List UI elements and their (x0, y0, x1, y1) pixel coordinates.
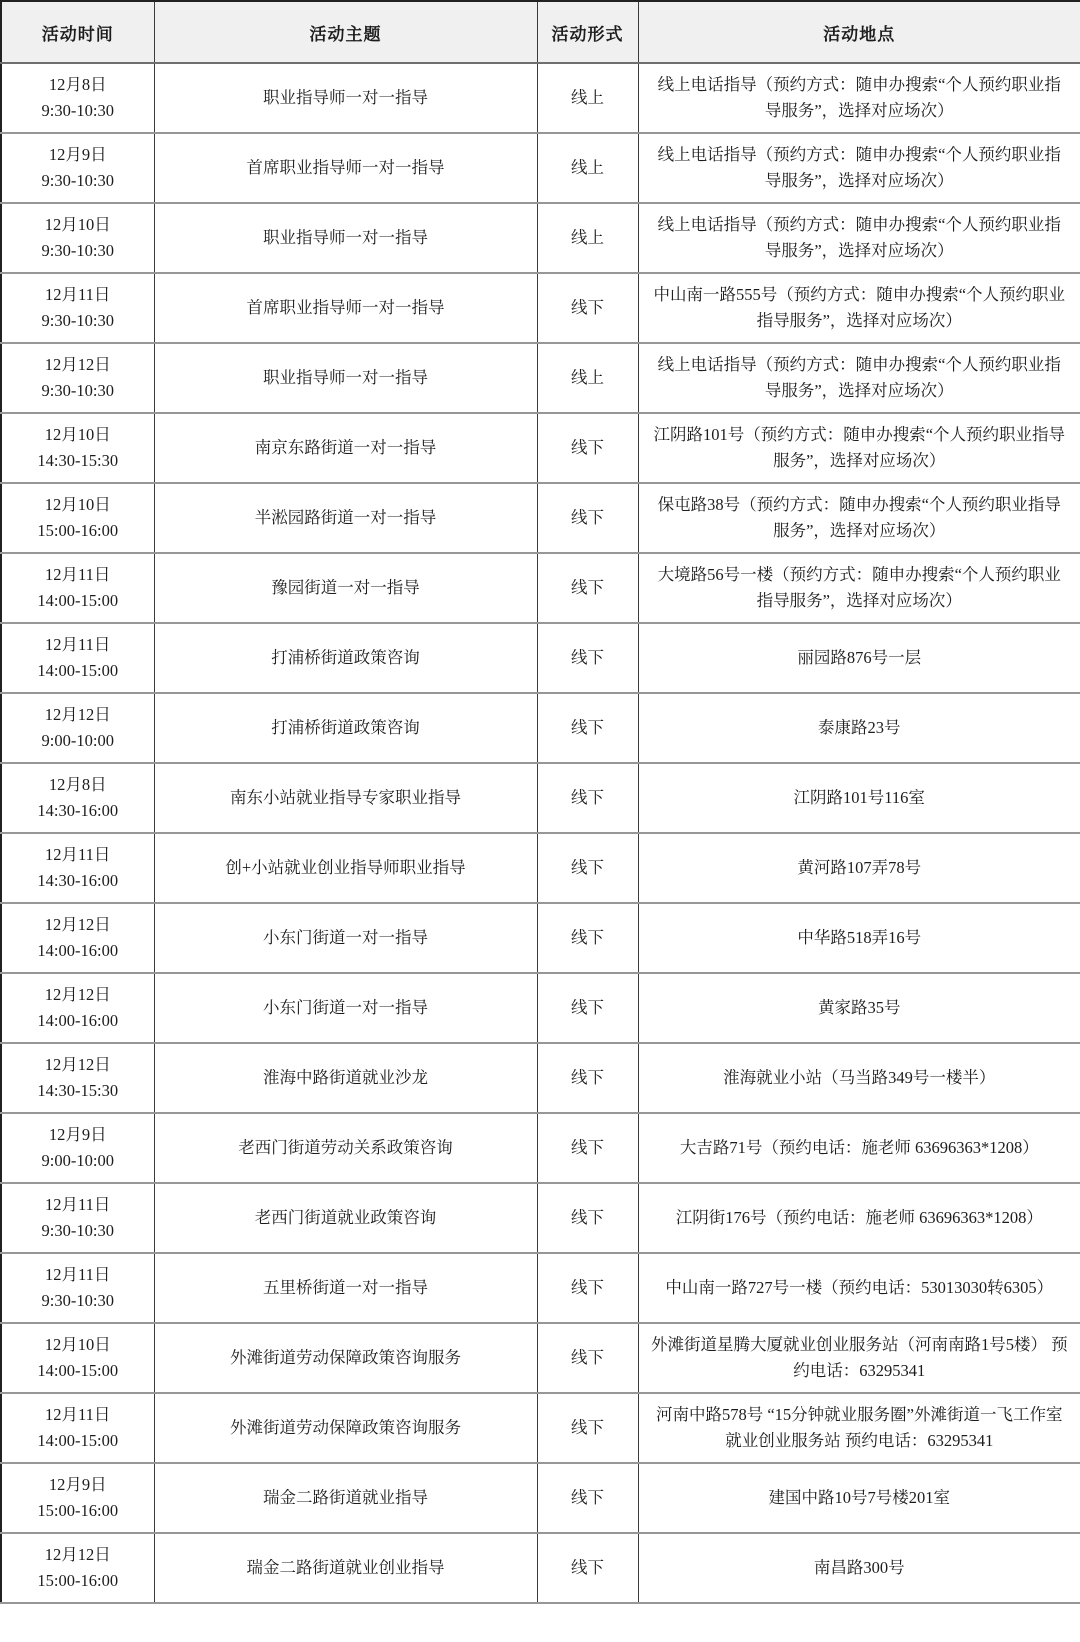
time-cell (1, 343, 154, 413)
theme-cell: 淮海中路街道就业沙龙 (154, 1043, 537, 1113)
time-cell (1, 273, 154, 343)
table-row (1, 763, 1080, 833)
form-cell: 线下 (537, 1043, 638, 1113)
time-range-text: 14:30-15:30 (37, 1081, 119, 1100)
theme-cell: 小东门街道一对一指导 (154, 903, 537, 973)
time-range-text: 15:00-16:00 (37, 521, 119, 540)
theme-cell: 打浦桥街道政策咨询 (154, 693, 537, 763)
form-cell: 线下 (537, 1463, 638, 1533)
time-range-text: 9:30-10:30 (41, 381, 114, 400)
table-row (1, 1043, 1080, 1113)
table-header (1, 1, 1080, 63)
time-range-text: 14:00-16:00 (37, 941, 119, 960)
theme-cell: 南京东路街道一对一指导 (154, 413, 537, 483)
table-row (1, 203, 1080, 273)
form-cell: 线下 (537, 1533, 638, 1603)
time-cell (1, 693, 154, 763)
time-range-text: 9:30-10:30 (41, 241, 114, 260)
location-cell: 南昌路300号 (638, 1533, 1080, 1603)
location-cell: 大吉路71号（预约电话：施老师 63696363*1208） (638, 1113, 1080, 1183)
form-cell: 线下 (537, 973, 638, 1043)
theme-cell: 瑞金二路街道就业创业指导 (154, 1533, 537, 1603)
location-cell: 中华路518弄16号 (638, 903, 1080, 973)
time-cell (1, 1463, 154, 1533)
time-cell (1, 203, 154, 273)
date-text: 12月8日 (48, 75, 107, 95)
column-header-theme: 活动主题 (154, 1, 537, 63)
table-row (1, 973, 1080, 1043)
form-cell: 线下 (537, 1253, 638, 1323)
location-cell: 线上电话指导（预约方式：随申办搜索“个人预约职业指导服务”，选择对应场次） (638, 133, 1080, 203)
date-text: 12月12日 (44, 915, 111, 935)
date-text: 12月10日 (44, 495, 111, 515)
location-cell: 泰康路23号 (638, 693, 1080, 763)
time-cell (1, 1253, 154, 1323)
location-cell: 河南中路578号 “15分钟就业服务圈”外滩街道一飞工作室就业创业服务站 预约电话：63295341 (638, 1393, 1080, 1463)
table-row (1, 1393, 1080, 1463)
theme-cell: 老西门街道就业政策咨询 (154, 1183, 537, 1253)
time-range-text: 15:00-16:00 (37, 1501, 119, 1520)
table-row (1, 1323, 1080, 1393)
theme-cell: 老西门街道劳动关系政策咨询 (154, 1113, 537, 1183)
time-cell (1, 1113, 154, 1183)
time-cell (1, 1183, 154, 1253)
date-text: 12月11日 (45, 565, 111, 585)
form-cell: 线下 (537, 1113, 638, 1183)
table-row (1, 693, 1080, 763)
date-text: 12月11日 (45, 635, 111, 655)
location-cell: 线上电话指导（预约方式：随申办搜索“个人预约职业指导服务”，选择对应场次） (638, 343, 1080, 413)
table-row (1, 483, 1080, 553)
table-row (1, 1463, 1080, 1533)
time-range-text: 14:00-15:00 (37, 661, 119, 680)
time-range-text: 14:00-15:00 (37, 1361, 119, 1380)
date-text: 12月9日 (48, 145, 107, 165)
theme-cell: 南东小站就业指导专家职业指导 (154, 763, 537, 833)
time-range-text: 14:30-16:00 (37, 871, 119, 890)
theme-cell: 职业指导师一对一指导 (154, 343, 537, 413)
location-cell: 线上电话指导（预约方式：随申办搜索“个人预约职业指导服务”，选择对应场次） (638, 63, 1080, 133)
column-header-form: 活动形式 (537, 1, 638, 63)
form-cell: 线上 (537, 203, 638, 273)
table-row (1, 553, 1080, 623)
time-cell (1, 1393, 154, 1463)
time-cell (1, 483, 154, 553)
theme-cell: 创+小站就业创业指导师职业指导 (154, 833, 537, 903)
form-cell: 线下 (537, 763, 638, 833)
date-text: 12月10日 (44, 425, 111, 445)
form-cell: 线上 (537, 133, 638, 203)
time-range-text: 15:00-16:00 (37, 1571, 119, 1590)
location-cell: 外滩街道星腾大厦就业创业服务站（河南南路1号5楼） 预约电话：63295341 (638, 1323, 1080, 1393)
time-cell (1, 1323, 154, 1393)
theme-cell: 首席职业指导师一对一指导 (154, 273, 537, 343)
form-cell: 线下 (537, 553, 638, 623)
location-cell: 黄家路35号 (638, 973, 1080, 1043)
time-cell (1, 63, 154, 133)
table-row (1, 1183, 1080, 1253)
table-row (1, 343, 1080, 413)
form-cell: 线上 (537, 63, 638, 133)
date-text: 12月10日 (44, 1335, 111, 1355)
date-text: 12月11日 (45, 1265, 111, 1285)
location-cell: 江阴路101号116室 (638, 763, 1080, 833)
time-range-text: 9:30-10:30 (41, 1291, 114, 1310)
form-cell: 线下 (537, 693, 638, 763)
date-text: 12月8日 (48, 775, 107, 795)
form-cell: 线下 (537, 1183, 638, 1253)
time-range-text: 14:00-15:00 (37, 591, 119, 610)
time-range-text: 14:30-15:30 (37, 451, 119, 470)
date-text: 12月12日 (44, 985, 111, 1005)
form-cell: 线下 (537, 833, 638, 903)
form-cell: 线下 (537, 273, 638, 343)
location-cell: 江阴街176号（预约电话：施老师 63696363*1208） (638, 1183, 1080, 1253)
table-row (1, 833, 1080, 903)
theme-cell: 打浦桥街道政策咨询 (154, 623, 537, 693)
time-cell (1, 1043, 154, 1113)
location-cell: 大境路56号一楼（预约方式：随申办搜索“个人预约职业指导服务”，选择对应场次） (638, 553, 1080, 623)
time-cell (1, 1533, 154, 1603)
time-cell (1, 833, 154, 903)
theme-cell: 外滩街道劳动保障政策咨询服务 (154, 1393, 537, 1463)
column-header-time: 活动时间 (1, 1, 154, 63)
table-row (1, 63, 1080, 133)
theme-cell: 小东门街道一对一指导 (154, 973, 537, 1043)
table-row (1, 1533, 1080, 1603)
form-cell: 线下 (537, 413, 638, 483)
time-range-text: 9:00-10:00 (41, 731, 114, 750)
table-row (1, 903, 1080, 973)
location-cell: 建国中路10号7号楼201室 (638, 1463, 1080, 1533)
theme-cell: 外滩街道劳动保障政策咨询服务 (154, 1323, 537, 1393)
theme-cell: 职业指导师一对一指导 (154, 63, 537, 133)
time-cell (1, 903, 154, 973)
date-text: 12月11日 (45, 1405, 111, 1425)
time-range-text: 9:00-10:00 (41, 1151, 114, 1170)
location-cell: 淮海就业小站（马当路349号一楼半） (638, 1043, 1080, 1113)
location-cell: 江阴路101号（预约方式：随申办搜索“个人预约职业指导服务”，选择对应场次） (638, 413, 1080, 483)
time-cell (1, 623, 154, 693)
header-row (1, 1, 1080, 63)
time-range-text: 9:30-10:30 (41, 311, 114, 330)
theme-cell: 瑞金二路街道就业指导 (154, 1463, 537, 1533)
date-text: 12月10日 (44, 215, 111, 235)
form-cell: 线下 (537, 903, 638, 973)
date-text: 12月11日 (45, 1195, 111, 1215)
table-row (1, 1253, 1080, 1323)
form-cell: 线下 (537, 623, 638, 693)
date-text: 12月12日 (44, 1055, 111, 1075)
date-text: 12月12日 (44, 705, 111, 725)
location-cell: 中山南一路727号一楼（预约电话：53013030转6305） (638, 1253, 1080, 1323)
time-cell (1, 413, 154, 483)
theme-cell: 五里桥街道一对一指导 (154, 1253, 537, 1323)
date-text: 12月11日 (45, 285, 111, 305)
location-cell: 黄河路107弄78号 (638, 833, 1080, 903)
column-header-location: 活动地点 (638, 1, 1080, 63)
theme-cell: 半淞园路街道一对一指导 (154, 483, 537, 553)
time-range-text: 9:30-10:30 (41, 171, 114, 190)
theme-cell: 豫园街道一对一指导 (154, 553, 537, 623)
time-cell (1, 133, 154, 203)
table-row (1, 273, 1080, 343)
form-cell: 线下 (537, 1323, 638, 1393)
date-text: 12月9日 (48, 1125, 107, 1145)
time-range-text: 9:30-10:30 (41, 101, 114, 120)
theme-cell: 职业指导师一对一指导 (154, 203, 537, 273)
date-text: 12月9日 (48, 1475, 107, 1495)
date-text: 12月12日 (44, 355, 111, 375)
location-cell: 线上电话指导（预约方式：随申办搜索“个人预约职业指导服务”，选择对应场次） (638, 203, 1080, 273)
table-body (1, 63, 1080, 1603)
time-range-text: 14:00-15:00 (37, 1431, 119, 1450)
location-cell: 丽园路876号一层 (638, 623, 1080, 693)
location-cell: 中山南一路555号（预约方式：随申办搜索“个人预约职业指导服务”，选择对应场次） (638, 273, 1080, 343)
table-row (1, 413, 1080, 483)
form-cell: 线下 (537, 1393, 638, 1463)
time-cell (1, 763, 154, 833)
time-cell (1, 553, 154, 623)
date-text: 12月11日 (45, 845, 111, 865)
table-row (1, 133, 1080, 203)
time-range-text: 9:30-10:30 (41, 1221, 114, 1240)
date-text: 12月12日 (44, 1545, 111, 1565)
time-range-text: 14:00-16:00 (37, 1011, 119, 1030)
time-range-text: 14:30-16:00 (37, 801, 119, 820)
time-cell (1, 973, 154, 1043)
location-cell: 保屯路38号（预约方式：随申办搜索“个人预约职业指导服务”，选择对应场次） (638, 483, 1080, 553)
form-cell: 线上 (537, 343, 638, 413)
table-row (1, 1113, 1080, 1183)
form-cell: 线下 (537, 483, 638, 553)
table-row (1, 623, 1080, 693)
theme-cell: 首席职业指导师一对一指导 (154, 133, 537, 203)
